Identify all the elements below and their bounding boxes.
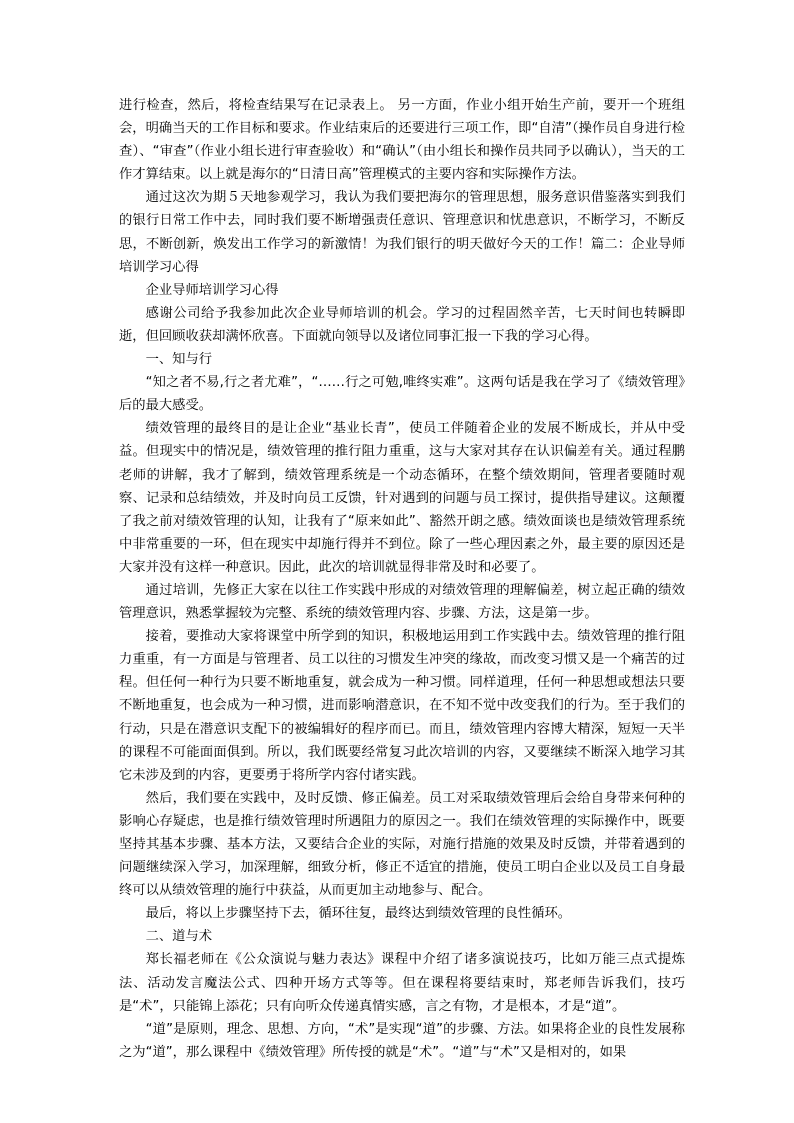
section-heading-1: 一、知与行: [145, 352, 213, 368]
paragraph-3-heading: 企业导师培训学习心得: [145, 282, 279, 298]
paragraph-2: 通过这次为期５天地参观学习，我认为我们要把海尔的管理思想，服务意识借鉴落实到我们的银行日常工作中去，同时我们要不断增强责任意识、管理意识和忧患意识，不断学习，不断反思，不断创新，焕发出工作学习的新激情！为我们银行的明天做好今天的工作！篇二：企业导师培训学习心得: [119, 190, 685, 275]
paragraph-7: 绩效管理的最终目的是让企业“基业长青”，使员工伴随着企业的发展不断成长，并从中受益。但现实中的情况是，绩效管理的推行阻力重重，这与大家对其存在认识偏差有关。通过程鹏老师的讲解，我才了解到，绩效管理系统是一个动态循环，在整个绩效期间，管理者要随时观察、记录和总结绩效，并及时向员工反馈，针对遇到的问题与员工探讨，提供指导建议。这颠覆了我之前对绩效管理的认知，让我有了“原来如此”、豁然开朗之感。绩效面谈也是绩效管理系统中非常重要的一环，但在现实中却施行得并不到位。除了一些心理因素之外，最主要的原因还是大家并没有这样一种意识。因此，此次的培训就显得非常及时和必要了。: [119, 421, 685, 575]
paragraph-14: “道”是原则，理念、思想、方向，“术”是实现“道”的步骤、方法。如果将企业的良性发展称之为“道”，那么课程中《绩效管理》所传授的就是“术”。“道”与“术”又是相对的，如果: [119, 1021, 685, 1060]
paragraph-13: 郑长福老师在《公众演说与魅力表达》课程中介绍了诸多演说技巧，比如万能三点式提炼法、活动发言魔法公式、四种开场方式等等。但在课程将要结束时，郑老师告诉我们，技巧是“术”，只能锦上添花；只有向听众传递真情实感，言之有物，才是根本，才是“道”。: [119, 952, 685, 1014]
paragraph-1: 进行检查，然后，将检查结果写在记录表上。 另一方面，作业小组开始生产前，要开一个班组会，明确当天的工作目标和要求。作业结束后的还要进行三项工作，即“自清”（操作员自身进行检查）、“审查”（作业小组长进行审查验收）和“确认”（由小组长和操作员共同予以确认），当天的工作才算结束。以上就是海尔的“日清日高”管理模式的主要内容和实际操作方法。: [119, 98, 685, 183]
document-page: [119, 94, 685, 1064]
section-heading-2: 二、道与术: [145, 929, 213, 945]
paragraph-9: 接着，要推动大家将课堂中所学到的知识，积极地运用到工作实践中去。绩效管理的推行阻力重重，有一方面是与管理者、员工以往的习惯发生冲突的缘故，而改变习惯又是一个痛苦的过程。但任何一种行为只要不断地重复，就会成为一种习惯。同样道理，任何一种思想或想法只要不断地重复，也会成为一种习惯，进而影响潜意识，在不知不觉中改变我们的行为。至于我们的行动，只是在潜意识支配下的被编辑好的程序而已。而且，绩效管理内容博大精深，短短一天半的课程不可能面面俱到。所以，我们既要经常复习此次培训的内容，又要继续不断深入地学习其它未涉及到的内容，更要勇于将所学内容付诸实践。: [119, 629, 685, 783]
paragraph-8: 通过培训，先修正大家在以往工作实践中形成的对绩效管理的理解偏差，树立起正确的绩效管理意识，熟悉掌握较为完整、系统的绩效管理内容、步骤、方法，这是第一步。: [119, 582, 685, 622]
paragraph-10: 然后，我们要在实践中，及时反馈、修正偏差。员工对采取绩效管理后会给自身带来何种的影响心存疑虑，也是推行绩效管理时所遇阻力的原因之一。我们在绩效管理的实际操作中，既要坚持其基本步骤、基本方法，又要结合企业的实际，对施行措施的效果及时反馈，并带着遇到的问题继续深入学习，加深理解，细致分析，修正不适宜的措施，使员工明白企业以及员工自身最终可以从绩效管理的施行中获益，从而更加主动地参与、配合。: [119, 790, 685, 899]
paragraph-6: “知之者不易,行之者尤难”，“……行之可勉,唯终实难”。这两句话是我在学习了《绩效管理》后的最大感受。: [119, 375, 685, 414]
paragraph-11: 最后，将以上步骤坚持下去，循环往复，最终达到绩效管理的良性循环。: [145, 906, 572, 922]
paragraph-4: 感谢公司给予我参加此次企业导师培训的机会。学习的过程固然辛苦，七天时间也转瞬即逝，但回顾收获却满怀欣喜。下面就向领导以及诸位同事汇报一下我的学习心得。: [119, 305, 685, 344]
